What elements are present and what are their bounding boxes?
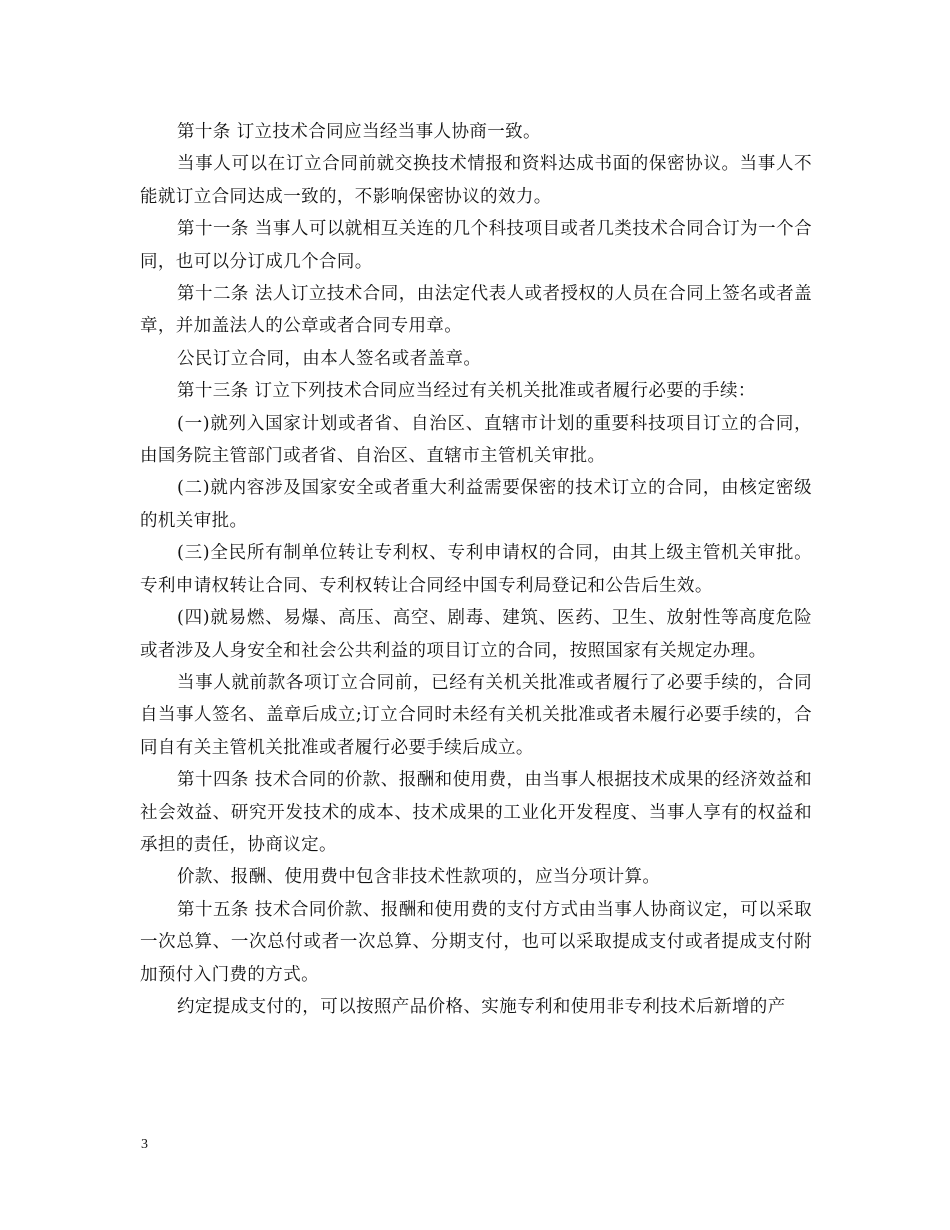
paragraph-item-4: (四)就易燃、易爆、高压、高空、剧毒、建筑、医药、卫生、放射性等高度危险或者涉及人身安全和社会公共利益的项目订立的合同，按照国家有关规定办理。 <box>140 608 812 661</box>
paragraph-article-11: 第十一条 当事人可以就相互关连的几个科技项目或者几类技术合同合订为一个合同，也可以分订成几个合同。 <box>140 219 812 272</box>
paragraph-citizen-contract: 公民订立合同，由本人签名或者盖章。 <box>177 348 482 369</box>
paragraph-item-3: (三)全民所有制单位转让专利权、专利申请权的合同，由其上级主管机关审批。专利申请权转让合同、专利权转让合同经中国专利局登记和公告后生效。 <box>140 543 812 596</box>
page-number: 3 <box>141 1137 148 1152</box>
paragraph-separate-calculation: 价款、报酬、使用费中包含非技术性款项的，应当分项计算。 <box>177 867 661 888</box>
paragraph-article-15: 第十五条 技术合同价款、报酬和使用费的支付方式由当事人协商议定，可以采取一次总算、一次总付或者一次总算、分期支付，也可以采取提成支付或者提成支付附加预付入门费的方式。 <box>140 899 812 985</box>
paragraph-article-10: 第十条 订立技术合同应当经当事人协商一致。 <box>177 122 541 142</box>
paragraph-approval-effect: 当事人就前款各项订立合同前，已经有关机关批准或者履行了必要手续的，合同自当事人签名、盖章后成立;订立合同时未经有关机关批准或者未履行必要手续的，合同自有关主管机关批准或者履行必要手续后成立。 <box>140 672 812 758</box>
paragraph-item-2: (二)就内容涉及国家安全或者重大利益需要保密的技术订立的合同，由核定密级的机关审批。 <box>140 478 812 531</box>
paragraph-item-1: (一)就列入国家计划或者省、自治区、直辖市计划的重要科技项目订立的合同，由国务院主管部门或者省、自治区、直辖市主管机关审批。 <box>140 413 812 467</box>
paragraph-article-14: 第十四条 技术合同的价款、报酬和使用费，由当事人根据技术成果的经济效益和社会效益、研究开发技术的成本、技术成果的工业化开发程度、当事人享有的权益和承担的责任，协商议定。 <box>140 770 812 855</box>
document-body <box>140 116 812 1023</box>
paragraph-royalty-payment: 约定提成支付的，可以按照产品价格、实施专利和使用非专利技术后新增的产 <box>177 996 786 1017</box>
paragraph-confidentiality-agreement: 当事人可以在订立合同前就交换技术情报和资料达成书面的保密协议。当事人不能就订立合同达成一致的，不影响保密协议的效力。 <box>140 154 812 207</box>
paragraph-article-12: 第十二条 法人订立技术合同，由法定代表人或者授权的人员在合同上签名或者盖章，并加盖法人的公章或者合同专用章。 <box>140 284 812 337</box>
paragraph-article-13: 第十三条 订立下列技术合同应当经过有关机关批准或者履行必要的手续： <box>177 381 756 402</box>
